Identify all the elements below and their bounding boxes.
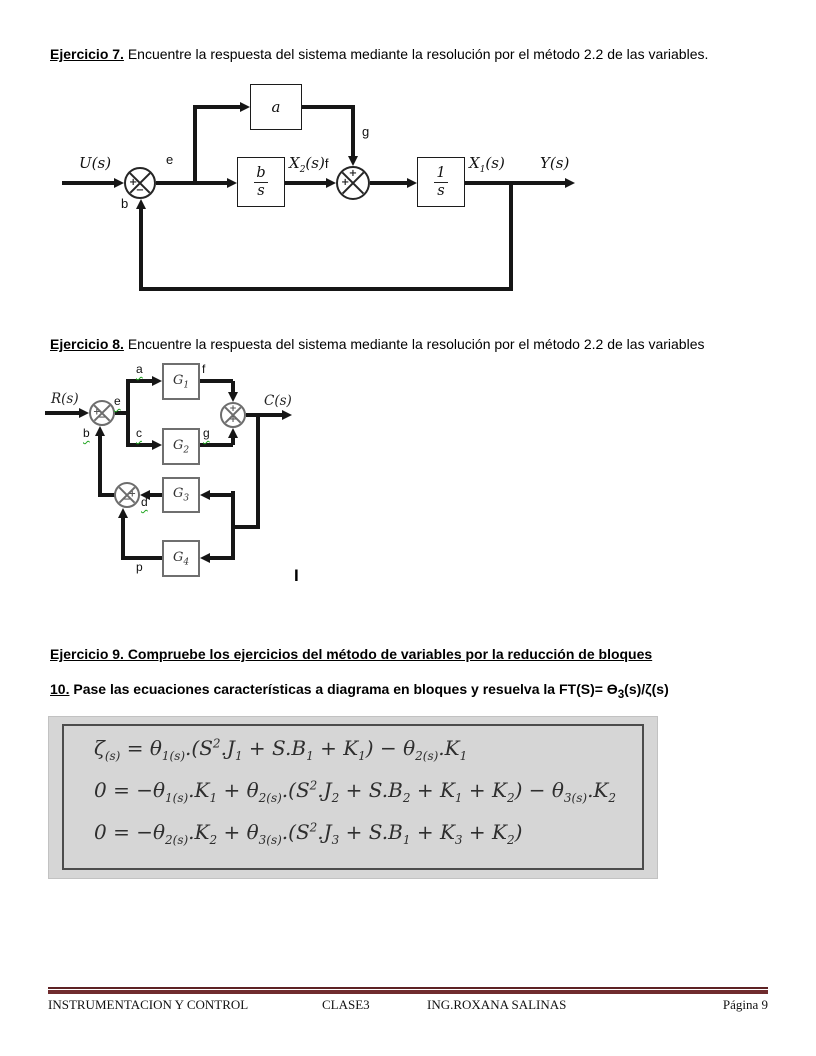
wire-segment bbox=[200, 379, 233, 383]
footer-author: ING.ROXANA SALINAS bbox=[427, 997, 567, 1012]
exercise10-heading bbox=[50, 681, 669, 702]
block-a-label: a bbox=[271, 98, 281, 116]
wire-segment bbox=[465, 181, 565, 185]
arrowhead bbox=[228, 392, 238, 402]
text-cursor-artifact: I bbox=[294, 566, 299, 585]
arrowhead bbox=[240, 102, 250, 112]
sum-sign-plus: + bbox=[229, 404, 237, 414]
wire-segment bbox=[148, 493, 162, 497]
wire-segment bbox=[200, 443, 233, 447]
block-1-over-s-label bbox=[434, 165, 447, 198]
equation-line-2: $0 = -\theta_{1(s)}.K_1 + \theta_{2(s)}.(S^2.J_2 + S.B_2 + K_1 + K_2) - \theta_{3(s)}.K_2$ bbox=[94, 778, 617, 805]
signal-label-g: g bbox=[203, 426, 210, 440]
signal-label-c-out: C(s) bbox=[264, 393, 292, 409]
wire-segment bbox=[126, 379, 130, 447]
signal-label-y: Y(s) bbox=[540, 154, 570, 172]
wire-segment bbox=[121, 516, 125, 560]
wire-segment bbox=[302, 105, 355, 109]
wire-segment bbox=[370, 181, 410, 185]
signal-label-x2: $X_2(s)$ bbox=[289, 154, 325, 175]
block-g2-label: $G_2$ bbox=[172, 437, 190, 456]
exercise8-text: Encuentre la respuesta del sistema mediante la resolución por el método 2.2 de las variables bbox=[123, 336, 705, 352]
wire-segment bbox=[128, 379, 154, 383]
signal-label-x1: $X_1(s)$ bbox=[469, 154, 505, 175]
sum-sign-minus: − bbox=[135, 185, 145, 196]
footer-rule-thin bbox=[48, 987, 768, 989]
signal-label-u: U(s) bbox=[79, 154, 112, 172]
wire-segment bbox=[123, 556, 164, 560]
wire-segment bbox=[195, 105, 243, 109]
block-g2 bbox=[162, 428, 200, 465]
block-g4-label: $G_4$ bbox=[172, 549, 190, 568]
wire-segment bbox=[139, 205, 143, 291]
fraction-numerator: 1 bbox=[436, 165, 446, 182]
footer-class: CLASE3 bbox=[322, 997, 370, 1012]
exercise9-heading: Ejercicio 9. Compruebe los ejercicios del método de variables por la reducción de bloques bbox=[50, 646, 653, 662]
signal-label-c: c bbox=[136, 426, 142, 440]
arrowhead bbox=[136, 199, 146, 209]
arrowhead bbox=[95, 426, 105, 436]
arrowhead bbox=[348, 156, 358, 166]
block-g1 bbox=[162, 363, 200, 400]
arrowhead bbox=[282, 410, 292, 420]
equation-line-1: $\zeta_{(s)} = \theta_{1(s)}.(S^2.J_1 + S.B_1 + K_1) - \theta_{2(s)}.K_1$ bbox=[94, 736, 468, 763]
wire-segment bbox=[256, 415, 260, 529]
sum-junction-a bbox=[89, 400, 115, 426]
wire-segment bbox=[139, 287, 513, 291]
fraction-denominator: s bbox=[254, 182, 267, 199]
signal-label-e: e bbox=[166, 152, 174, 167]
footer-course: INSTRUMENTACION Y CONTROL bbox=[48, 997, 249, 1012]
block-g3-label: $G_3$ bbox=[172, 486, 190, 504]
wire-segment bbox=[193, 105, 197, 185]
sum-sign-plus: + bbox=[348, 168, 358, 179]
sum-junction-1 bbox=[124, 167, 156, 199]
exercise8-heading bbox=[50, 336, 705, 354]
exercise7-text: Encuentre la respuesta del sistema mediante la resolución por el método 2.2 de las variables. bbox=[123, 46, 709, 62]
arrowhead bbox=[228, 428, 238, 438]
exercise7-number: Ejercicio 7. bbox=[50, 46, 124, 62]
sum-sign-plus: + bbox=[341, 177, 350, 188]
footer-page-number: Página 9 bbox=[722, 997, 768, 1012]
arrowhead bbox=[79, 408, 89, 418]
signal-label-p: p bbox=[136, 560, 143, 574]
sum-sign-plus: + bbox=[229, 415, 237, 425]
arrowhead bbox=[227, 178, 237, 188]
wire-segment bbox=[246, 413, 284, 417]
wire-segment bbox=[98, 434, 102, 495]
wire-segment bbox=[62, 181, 114, 185]
exercise8-number: Ejercicio 8. bbox=[50, 336, 124, 352]
arrowhead bbox=[200, 490, 210, 500]
wire-segment bbox=[45, 411, 83, 415]
wire-segment bbox=[208, 556, 233, 560]
wire-segment bbox=[128, 443, 154, 447]
footer-rule-thick bbox=[48, 990, 768, 994]
exercise10-text: Pase las ecuaciones características a diagrama en bloques y resuelva la $FT(S)= Ө_3(s)/\zeta(s)$ bbox=[69, 681, 669, 701]
arrowhead bbox=[326, 178, 336, 188]
block-b-over-s bbox=[237, 157, 285, 207]
fraction-denominator: s bbox=[434, 182, 447, 199]
signal-label-f: f bbox=[202, 362, 206, 376]
wire-segment bbox=[351, 109, 355, 158]
block-b-over-s-label bbox=[254, 165, 267, 198]
signal-label-e: e bbox=[114, 394, 121, 408]
signal-label-x2f bbox=[289, 154, 328, 175]
signal-label-r: R(s) bbox=[51, 391, 79, 407]
wire-segment bbox=[156, 181, 228, 185]
block-a bbox=[250, 84, 302, 130]
fraction-numerator: b bbox=[256, 165, 266, 182]
arrowhead bbox=[118, 508, 128, 518]
sum-sign-minus: − bbox=[123, 495, 131, 505]
signal-label-b: b bbox=[121, 196, 129, 211]
block-1-over-s bbox=[417, 157, 465, 207]
wire-segment bbox=[208, 493, 233, 497]
sum-junction-2 bbox=[336, 166, 370, 200]
signal-label-d: d bbox=[141, 495, 148, 509]
block-g3 bbox=[162, 477, 200, 513]
sum-junction-c bbox=[114, 482, 140, 508]
exercise7-heading bbox=[50, 46, 708, 64]
arrowhead bbox=[200, 553, 210, 563]
block-g1-label: $G_1$ bbox=[172, 372, 190, 391]
sum-sign-plus: + bbox=[93, 407, 101, 418]
arrowhead bbox=[565, 178, 575, 188]
wire-segment bbox=[509, 183, 513, 291]
wire-segment bbox=[231, 491, 235, 560]
sum-sign-plus: + bbox=[128, 489, 136, 500]
arrowhead bbox=[152, 376, 162, 386]
equation-image-background bbox=[48, 716, 658, 879]
wire-segment bbox=[285, 181, 327, 185]
arrowhead bbox=[114, 178, 124, 188]
arrowhead bbox=[407, 178, 417, 188]
signal-label-f: f bbox=[324, 156, 329, 171]
signal-label-b: b bbox=[83, 426, 90, 440]
signal-label-g: g bbox=[362, 124, 370, 139]
equation-box bbox=[62, 724, 644, 870]
sum-sign-plus: + bbox=[129, 177, 138, 188]
block-g4 bbox=[162, 540, 200, 577]
sum-junction-b bbox=[220, 402, 246, 428]
exercise10-number: 10. bbox=[50, 681, 70, 697]
sum-sign-minus: − bbox=[98, 413, 106, 423]
arrowhead bbox=[152, 440, 162, 450]
equation-line-3: $0 = -\theta_{2(s)}.K_2 + \theta_{3(s)}.(S^2.J_3 + S.B_1 + K_3 + K_2)$ bbox=[94, 820, 523, 847]
signal-label-a: a bbox=[136, 362, 143, 376]
